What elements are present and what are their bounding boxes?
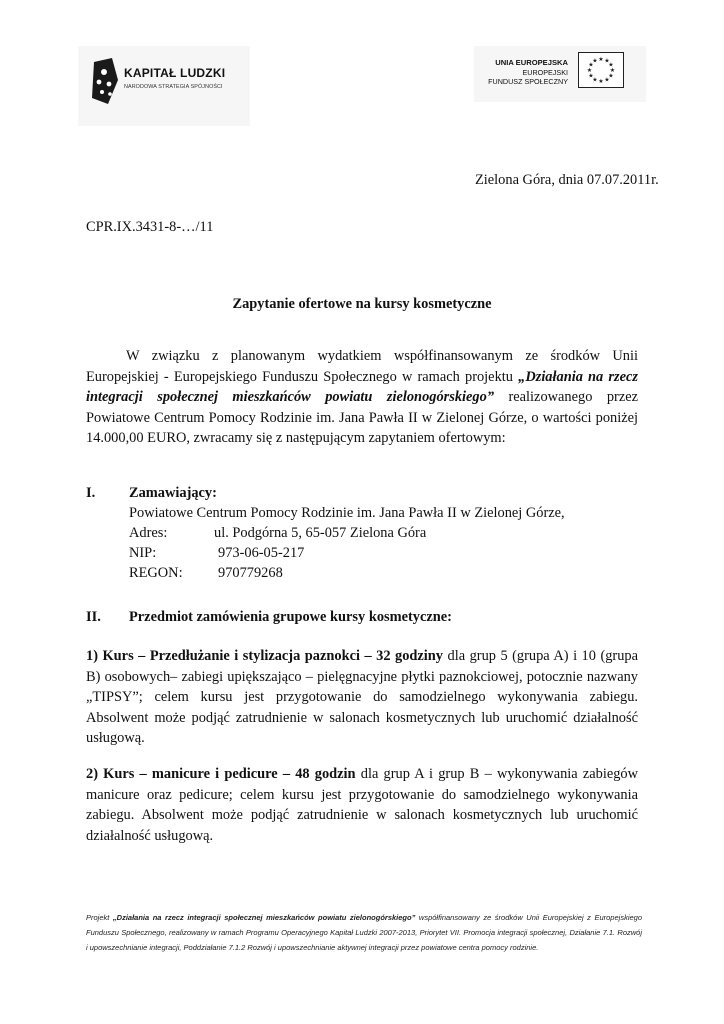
- regon-label: REGON:: [129, 565, 183, 581]
- svg-text:★: ★: [604, 57, 610, 65]
- section-2-heading: Przedmiot zamówienia grupowe kursy kosmetyczne:: [129, 609, 452, 625]
- nip-value: 973-06-05-217: [218, 545, 305, 561]
- intro-project-name: „Działania na rzecz integracji społecznej mieszkańców powiatu zielonogórskiego”: [86, 368, 638, 405]
- footer-note: [86, 910, 642, 955]
- reference-number: CPR.IX.3431-8-…/11: [86, 219, 214, 235]
- place-date: Zielona Góra, dnia 07.07.2011r.: [475, 172, 659, 188]
- footer-prefix: Projekt: [86, 913, 113, 922]
- eu-logo-line3: FUNDUSZ SPOŁECZNY: [488, 77, 568, 86]
- svg-text:★: ★: [608, 72, 614, 80]
- svg-text:★: ★: [586, 67, 593, 74]
- course-2-lead: 2) Kurs – manicure i pedicure – 48 godzin: [86, 766, 356, 782]
- regon-value: 970779268: [218, 565, 283, 581]
- address-value: ul. Podgórna 5, 65-057 Zielona Góra: [214, 525, 427, 541]
- svg-text:★: ★: [592, 76, 598, 84]
- eu-logo-line1: UNIA EUROPEJSKA: [495, 58, 568, 67]
- intro-paragraph: [86, 346, 638, 449]
- kapital-ludzki-logo: [78, 46, 250, 126]
- contracting-authority-name: Powiatowe Centrum Pomocy Rodzinie im. Jana Pawła II w Zielonej Górze,: [129, 505, 565, 521]
- footer-project-name: „Działania na rzecz integracji społecznej mieszkańców powiatu zielonogórskiego”: [112, 913, 416, 922]
- course-1-paragraph: [86, 646, 638, 749]
- course-1-lead: 1) Kurs – Przedłużanie i stylizacja paznokci – 32 godziny: [86, 648, 444, 664]
- svg-text:★: ★: [592, 57, 598, 65]
- eu-logo-line2: EUROPEJSKI: [522, 68, 568, 77]
- eu-logo: [474, 46, 646, 102]
- section-1-number: I.: [86, 485, 96, 501]
- section-2-number: II.: [86, 609, 101, 625]
- svg-text:★: ★: [598, 78, 604, 85]
- kapital-ludzki-emblem-icon: [90, 58, 120, 108]
- kapital-ludzki-title: KAPITAŁ LUDZKI: [124, 66, 226, 80]
- course-2-text: dla grup A i grup B – wykonywania zabiegów manicure oraz pedicure; celem kursu jest przygotowanie do samodzielnego wykonywania zabiegu. Absolwent może podjąć zatrudnienie w salonach kosmetycznych lub uruchomić działalność usługową.: [86, 766, 639, 844]
- svg-text:★: ★: [604, 76, 610, 84]
- intro-text-2: realizowanego przez Powiatowe Centrum Pomocy Rodzinie im. Jana Pawła II w Zielonej Górze, o wartości poniżej 14.000,00 EURO, zwracamy się z następującym zapytaniem ofertowym:: [86, 389, 638, 446]
- svg-text:★: ★: [588, 61, 594, 69]
- footer-text: współfinansowany ze środków Unii Europejskiej z Europejskiego Funduszu Społecznego, realizowany w ramach Programu Operacyjnego Kapitał Ludzki 2007-2013, Priorytet VII. Promocja integracji społecznej, Działanie 7.1. Rozwój i upowszechnianie integracji, Poddziałanie 7.1.2 Rozwój i upowszechnianie aktywnej integracji przez powiatowe centra pomocy rodzinie.: [86, 913, 642, 952]
- eu-flag-icon: [578, 52, 624, 88]
- nip-label: NIP:: [129, 545, 157, 561]
- course-1-text: dla grup 5 (grupa A) i 10 (grupa B) osobowych– zabiegi upiększająco – pielęgnacyjne płytki paznokciowej, potocznie nazwany „TIPSY”; celem kursu jest przygotowanie do samodzielnego wykonywania zabiegu. Absolwent może podjąć zatrudnienie w salonach kosmetycznych lub uruchomić działalność usługową.: [86, 648, 638, 746]
- svg-text:★: ★: [609, 67, 616, 74]
- document-title: Zapytanie ofertowe na kursy kosmetyczne: [232, 296, 492, 312]
- svg-text:★: ★: [588, 72, 594, 80]
- svg-text:★: ★: [598, 56, 604, 63]
- intro-text-1: W związku z planowanym wydatkiem współfinansowanym ze środków Unii Europejskiej - Europejskiego Funduszu Społecznego w ramach projektu: [86, 348, 638, 385]
- eu-logo-text: [488, 58, 568, 86]
- address-label: Adres:: [129, 525, 168, 541]
- section-1-heading: Zamawiający:: [129, 485, 217, 501]
- course-2-paragraph: [86, 764, 638, 846]
- svg-text:★: ★: [608, 61, 614, 69]
- kapital-ludzki-subtitle: NARODOWA STRATEGIA SPÓJNOŚCI: [124, 84, 223, 90]
